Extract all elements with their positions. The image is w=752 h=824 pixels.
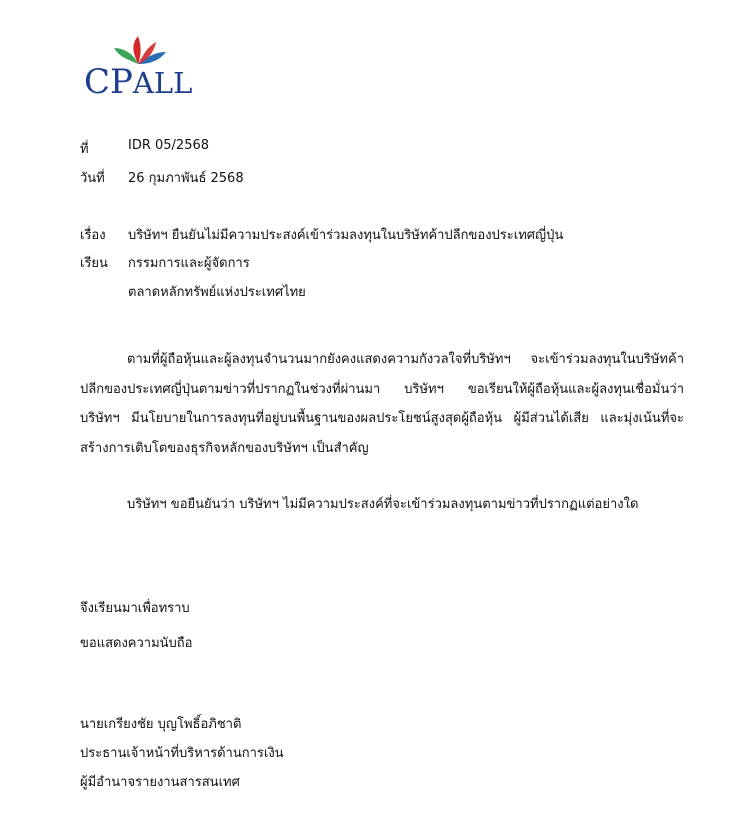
- subject-value: บริษัทฯ ยืนยันไม่มีความประสงค์เข้าร่วมลงทุนในบริษัทค้าปลีกของประเทศญี่ปุ่น: [128, 228, 564, 243]
- body-paragraph-2: บริษัทฯ ขอยืนยันว่า บริษัทฯ ไม่มีความประสงค์ที่จะเข้าร่วมลงทุนตามข่าวที่ปรากฏแต่อย่างใด: [127, 497, 639, 512]
- recipient-label: เรียน: [80, 256, 108, 271]
- ref-label: ที่: [80, 142, 89, 157]
- logo-text: CPALL: [84, 62, 193, 102]
- date-label: วันที่: [80, 171, 105, 186]
- company-logo: [84, 34, 196, 102]
- signatory-role: ผู้มีอำนาจรายงานสารสนเทศ: [80, 775, 240, 790]
- recipient-line2: ตลาดหลักทรัพย์แห่งประเทศไทย: [128, 285, 306, 300]
- signatory-name: นายเกรียงชัย บุญโพธิ์อภิชาติ: [80, 717, 242, 732]
- closing-line-2: ขอแสดงความนับถือ: [80, 636, 193, 651]
- recipient-line1: กรรมการและผู้จัดการ: [128, 256, 250, 271]
- body-paragraph-1: ตามที่ผู้ถือหุ้นและผู้ลงทุนจำนวนมากยังคงแสดงความกังวลใจที่บริษัทฯ จะเข้าร่วมลงทุนในบริษัทค้าปลีกของประเทศญี่ปุ่นตามข่าวที่ปรากฏในช่วงที่ผ่านมา บริษัทฯ ขอเรียนให้ผู้ถือหุ้นและผู้ลงทุนเชื่อมั่นว่า บริษัทฯ มีนโยบายในการลงทุนที่อยู่บนพื้นฐานของผลประโยชน์สูงสุดผู้ถือหุ้น ผู้มีส่วนได้เสีย และมุ่งเน้นที่จะสร้างการเติบโตของธุรกิจหลักของบริษัทฯ เป็นสำคัญ: [80, 352, 684, 456]
- date-value: 26 กุมภาพันธ์ 2568: [128, 171, 244, 186]
- closing-line-1: จึงเรียนมาเพื่อทราบ: [80, 601, 190, 616]
- signatory-title: ประธานเจ้าหน้าที่บริหารด้านการเงิน: [80, 746, 284, 761]
- ref-value: IDR 05/2568: [128, 138, 210, 153]
- subject-label: เรื่อง: [80, 228, 106, 243]
